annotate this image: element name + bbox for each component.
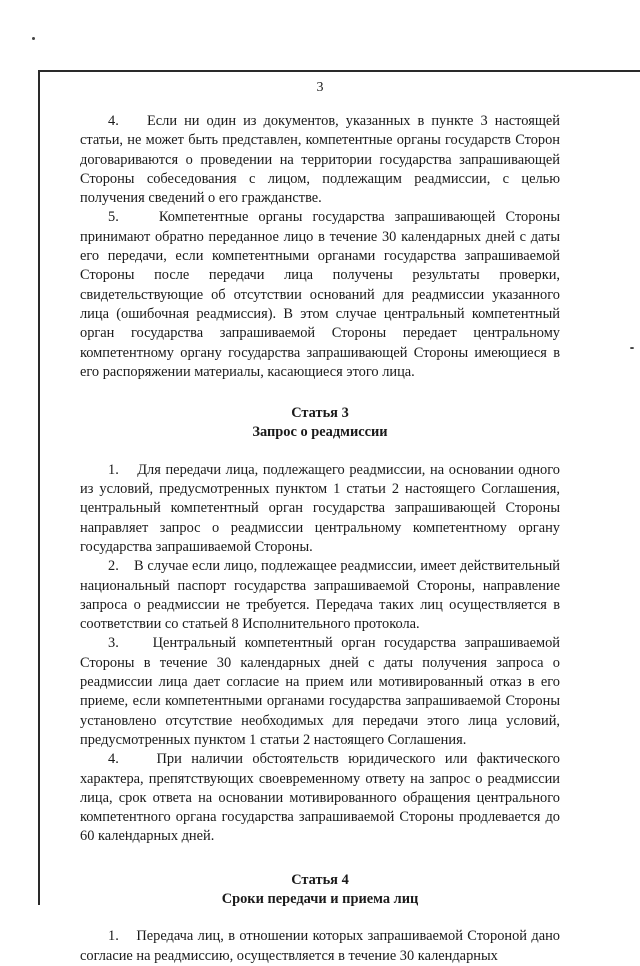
article-title: Запрос о реадмиссии	[252, 424, 388, 441]
paragraph: 3. Центральный компетентный орган государства запрашиваемой Стороны в течение 30 календарных дней с даты получения запроса о реадмиссии лица дает согласие на прием или мотивированный отказ в его приеме, если компетентными органами государства запрашиваемой Стороны установлено отсутствие необходимых для передачи этого лица условий, предусмотренных пунктом 1 статьи 2 настоящего Соглашения.	[80, 635, 560, 748]
document-body	[80, 112, 560, 966]
paragraph: 4. Если ни один из документов, указанных в пункте 3 настоящей статьи, не может быть представлен, компетентные органы государств Сторон договариваются о проведении на территории государства запрашивающей Стороны собеседования с лицом, подлежащим реадмиссии, с целью получения сведений о его гражданстве.	[80, 113, 560, 207]
paragraph: 5. Компетентные органы государства запрашивающей Стороны принимают обратно переданное лицо в течение 30 календарных дней с даты его передачи, если компетентными органами государства запрашиваемой Стороны после передачи лица получены результаты проверки, свидетельствующие об отсутствии оснований для реадмиссии указанного лица (ошибочная реадмиссия). В этом случае центральный компетентный орган государства запрашиваемой Стороны передает центральному компетентному органу государства запрашивающей Стороны имеющиеся в его распоряжении материалы, касающиеся этого лица.	[80, 209, 560, 380]
article-4	[80, 871, 560, 966]
article-3	[80, 404, 560, 847]
article-number: Статья 3	[291, 405, 349, 422]
paragraph: 4. При наличии обстоятельств юридического или фактического характера, препятствующих своевременному ответу на запрос о реадмиссии лица, срок ответа на основании мотивированного обращения центрального компетентного органа государства запрашиваемой Стороны продлевается до 60 календарных дней.	[80, 751, 560, 845]
paragraph: 1. Для передачи лица, подлежащего реадмиссии, на основании одного из условий, предусмотренных пунктом 1 статьи 2 настоящего Соглашения, центральный компетентный орган государства запрашивающей Стороны направляет запрос о реадмиссии центральному компетентному органу государства запрашиваемой Стороны.	[80, 461, 560, 555]
paragraph: 2. В случае если лицо, подлежащее реадмиссии, имеет действительный национальный паспорт государства запрашиваемой Стороны, направление запроса о реадмиссии не требуется. Передача таких лиц осуществляется в соответствии со статьей 8 Исполнительного протокола.	[80, 558, 560, 633]
page-number: 3	[316, 80, 324, 95]
paragraph: 1. Передача лиц, в отношении которых запрашиваемой Стороной дано согласие на реадмиссию, осуществляется в течение 30 календарных	[80, 928, 560, 964]
article-title: Сроки передачи и приема лиц	[221, 890, 419, 907]
scan-speck	[32, 37, 35, 40]
article-number: Статья 4	[291, 871, 349, 888]
